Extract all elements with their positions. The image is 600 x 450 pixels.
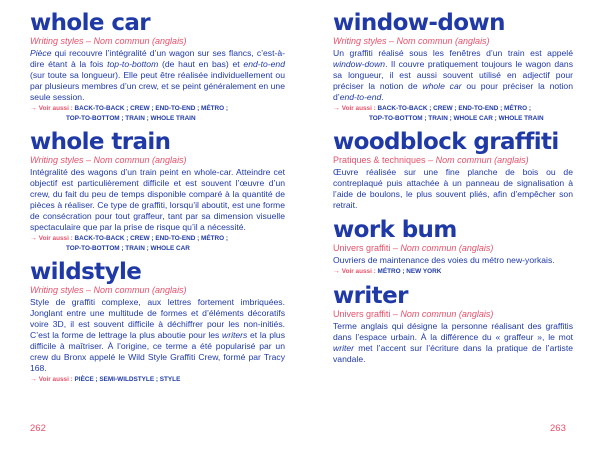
see-also-label: Voir aussi : [38,235,73,242]
entry-title: work bum [333,217,457,243]
entry-category: Writing styles – Nom commun (anglais) [30,155,187,165]
entry-definition: Un graffiti réalisé sous les fenêtres d’un train est appelé window-down. Il couvre pratiquement toujours le wagon dans sa longueur, il est aussi souvent utilisé en adjectif pour préciser la notion de whole car ou pour préciser la notion d’end-to-end. [333,48,573,102]
arrow-right-icon: → [333,268,340,275]
entry-category: Univers graffiti – Nom commun (anglais) [333,243,494,253]
entry-whole-train [30,129,285,253]
right-page-column [333,10,573,371]
arrow-right-icon: → [30,235,37,242]
see-also-refs[interactable]: TOP-TO-BOTTOM ; TRAIN ; WHOLE CAR ; WHOLE TRAIN [369,114,544,122]
entry-woodblock-graffiti [333,129,573,211]
page-number-left: 262 [30,423,46,434]
entry-title: writer [333,282,408,309]
entry-title: window-down [333,10,505,36]
entry-category: Univers graffiti – Nom commun (anglais) [333,308,494,319]
see-also-label: Voir aussi : [38,376,73,383]
entry-category: Pratiques & techniques – Nom commun (anglais) [333,155,529,165]
entry-definition: Ouvriers de maintenance des voies du métro new-yorkais. [333,255,555,265]
entry-wildstyle [30,259,285,385]
entry-title: wildstyle [30,259,142,285]
see-also [333,104,573,123]
entry-definition: Style de graffiti complexe, aux lettres fortement imbriquées. Jonglant entre une multitude de formes et d’éléments décoratifs voire 3D, il est souvent difficile à déchiffrer pour les non-initiés. C’est la forme de lettrage la plus aboutie pour les writers et la plus difficile à maîtriser. À l’origine, ce terme a été popularisé par un crew du Bronx appelé le Wild Style Graffiti Crew, formé par Tracy 168. [30,297,285,373]
see-also-label: Voir aussi : [341,268,376,275]
entry-definition: Terme anglais qui désigne la personne réalisant des graffitis dans l’espace urbain. À la différence du « graffeur », le mot writer met l’accent sur l’écriture dans la pratique de l’artiste vandale. [333,320,573,364]
page-number-right: 263 [550,423,566,434]
entry-definition: Œuvre réalisée sur une fine planche de bois ou de contreplaqué puis attachée à un panneau de signalisation à l’aide de boulons, le plus souvent pliés, afin d’empêcher son retrait. [333,167,573,210]
see-also-refs[interactable]: MÉTRO ; NEW YORK [377,268,442,275]
entry-title: whole train [30,129,171,155]
entry-title: woodblock graffiti [333,129,559,155]
entry-category: Writing styles – Nom commun (anglais) [333,36,490,46]
see-also [30,104,285,123]
see-also [333,267,573,277]
entry-category: Writing styles – Nom commun (anglais) [30,285,187,295]
entry-category: Writing styles – Nom commun (anglais) [30,36,187,46]
see-also-label: Voir aussi : [341,105,376,112]
arrow-right-icon: → [333,105,340,112]
left-page-column [30,10,285,391]
arrow-right-icon: → [30,376,37,383]
entry-writer [333,283,573,365]
entry-work-bum [333,217,573,277]
entry-window-down [333,10,573,123]
see-also-refs[interactable]: PIÈCE ; SEMI-WILDSTYLE ; STYLE [74,376,181,383]
see-also [30,234,285,253]
see-also [30,375,285,385]
see-also-refs[interactable]: BACK-TO-BACK ; CREW ; END-TO-END ; MÉTRO ; [377,105,532,112]
arrow-right-icon: → [30,105,37,112]
entry-title: whole car [30,10,151,36]
entry-definition: Pièce qui recouvre l’intégralité d’un wagon sur ses flancs, c’est-à-dire étant à la fois top-to-bottom (de haut en bas) et end-to-end (sur toute sa longueur). Elle peut être réalisée individuellement ou par plusieurs membres d’un crew, et se peint généralement en une seule session. [30,48,285,102]
see-also-label: Voir aussi : [38,105,73,112]
see-also-refs[interactable]: TOP-TO-BOTTOM ; TRAIN ; WHOLE CAR [66,244,190,252]
see-also-refs[interactable]: TOP-TO-BOTTOM ; TRAIN ; WHOLE TRAIN [66,114,196,122]
see-also-refs[interactable]: BACK-TO-BACK ; CREW ; END-TO-END ; MÉTRO ; [74,105,229,112]
entry-definition: Intégralité des wagons d’un train peint en whole-car. Atteindre cet objectif est particulièrement difficile et est souvent l’œuvre d’un crew, du fait du peu de temps disponible comparé à la quantité de pièces à réaliser. Ce type de graffiti, lorsqu’il aboutit, est une forme de consécration pour tout graffeur, tant par sa dimension visuelle spectaculaire que par la prise de risque qu’il a nécessité. [30,167,285,232]
see-also-refs[interactable]: BACK-TO-BACK ; CREW ; END-TO-END ; MÉTRO ; [74,235,229,242]
entry-whole-car [30,10,285,123]
